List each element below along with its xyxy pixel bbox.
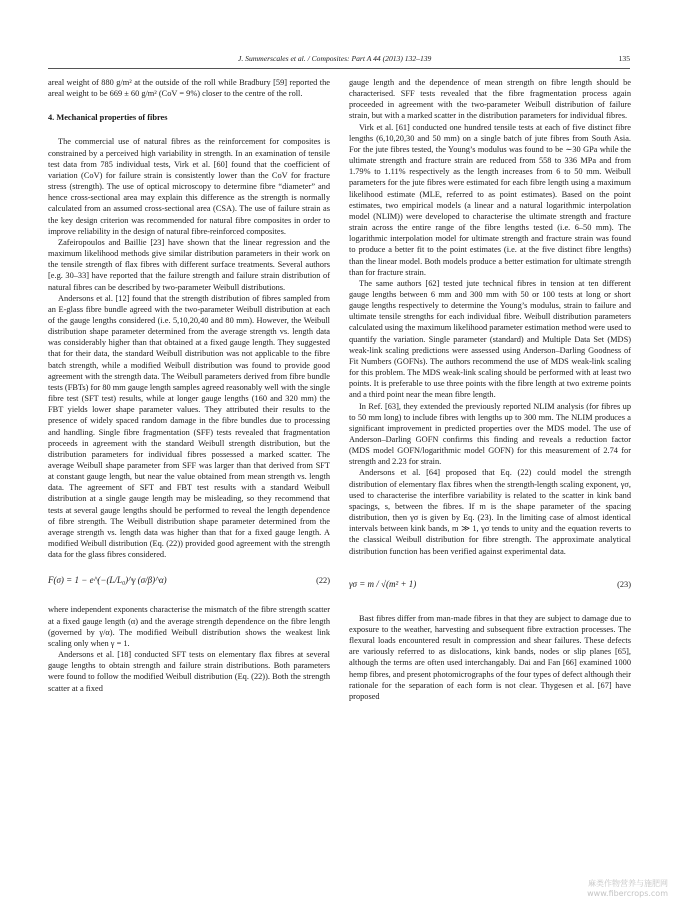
equation-22 <box>48 571 330 593</box>
left-column <box>48 77 330 694</box>
watermark-line: 麻类作物营养与施肥网 <box>588 879 668 888</box>
equation-formula: F(σ) = 1 − e^(−(L/L₀)^γ (σ/β)^α) <box>48 575 167 586</box>
page-number: 135 <box>618 54 630 63</box>
paragraph: Zafeiropoulos and Baillie [23] have shown that the linear regression and the maximum likelihood methods give similar distribution parameters in their work on the tensile strength of flax fibres with different surface treatments. Several authors [e.g. 30–33] have reported that the failure strength and failure strain distribution of natural fibres can be described by two-parameter Weibull distributions. <box>48 237 330 292</box>
paragraph: The commercial use of natural fibres as the reinforcement for composites is constrained by a perceived high variability in strength. In an examination of tensile test data from 785 individual tests, Virk et al. [60] found that the coefficient of variation (CoV) for failure strain is consistently lower than the CoV for fracture stress (strength). The use of optical microscopy to determine fibre “diameter” and hence cross-sectional area may explain this difference as the strength is normally calculated from an assumed cross-sectional area (CSA). The use of failure strain as the key design criterion was recommended for natural fibre composites in order to improve reliability in the design of natural fibre-reinforced composites. <box>48 137 330 236</box>
paragraph: The same authors [62] tested jute technical fibres in tension at ten different gauge lengths between 6 mm and 300 mm with 50 or 100 tests at long or short gauge lengths respectively to determine the Young’s modulus, strain to failure and ultimate tensile strengths for each individual fibre. Weibull distribution parameters calculated using the maximum likelihood parameter estimation method were used to quantify the variation. Single parameter (standard) and Multiple Data Set (MDS) weak-link scaling predictions were assessed using Anderson–Darling Goodness of Fit Numbers (GOFNs). The authors recommend the use of MDS weak-link scaling for this problem. The MDS weak-link scaling should be performed with at least two points. It is preferable to use three points with the fibre length at two extreme points and a third point near the mean fibre length. <box>349 278 631 400</box>
paragraph: Andersons et al. [12] found that the strength distribution of fibres sampled from an E-glass fibre bundle agreed with the two-parameter Weibull distribution at each of the gauge lengths considered (i.e. 5,10,20,40 and 80 mm). However, the Weibull distribution shape parameter determined from the average strength vs. length data was considerably higher than that obtained at a fixed gauge length. They suggested that for their data, the standard Weibull distribution was not applicable to the fibre batch strength, while a modified Weibull distribution was found to provide good agreement with the strength data. The Weibull parameters derived from fibre bundle tests (FBTs) for 80 mm gauge length samples agreed reasonably well with the single fibre test (SFT test) results, while at longer gauge lengths (160 and 320 mm) the FBT yields lower shape parameter values. They attributed their results to the presence of widely spaced random damage in the fibre bundles due to processing and handling. Single fibre fragmentation (SFF) tests revealed that fragmentation proceeds in agreement with the standard Weibull strength distribution, but the distribution parameters for individual fibres possessed a marked scatter. The average Weibull shape parameter from SFF was larger than that derived from SFT at constant gauge length, but near the value obtained from mean strength vs. length data. The agreement of SFT and FBT test results with a standard Weibull distribution at a single gauge length may be misleading, so they recommend that tests at several gauge lengths should be performed to reveal the length dependence of fibre strength. The Weibull distribution shape parameter determined from the average strength vs. length data was higher than that for a fixed gauge length. A modified Weibull distribution (Eq. (22)) provided good agreement with the strength data for the glass fibres considered. <box>48 293 330 560</box>
section-heading: 4. Mechanical properties of fibres <box>48 113 168 123</box>
header-rule <box>48 68 630 69</box>
journal-citation: J. Summerscales et al. / Composites: Part A 44 (2013) 132–139 <box>238 54 432 63</box>
paragraph: Virk et al. [61] conducted one hundred tensile tests at each of five distinct fibre lengths (6,10,20,30 and 50 mm) on a single batch of jute fibres from South Asia. For the jute fibres tested, the Young’s modulus was found to be ∼30 GPa while the ultimate strength and fracture strain are reduced from 558 to 336 MPa and from 1.79% to 1.11% respectively as the length increases from 6 to 50 mm. Weibull parameters for the jute fibres were estimated for each fibre length using a maximum likelihood estimate (MLE, referred to as point estimates). Based on the point estimates, two empirical models (a linear and a natural logarithmic interpolation model (NLIM)) were developed to characterise the ultimate strength and fracture strain across the entire range of the fibre lengths tested (i.e. 6–50 mm). The logarithmic interpolation model for ultimate strength and fracture strain was found to produce a better fit to the point estimates (i.e. at the five distinct fibre lengths) than the linear model. Both models produce a better estimation for ultimate strength than for fracture strain. <box>349 122 631 277</box>
paragraph: Andersons et al. [18] conducted SFT tests on elementary flax fibres at several gauge lengths to obtain strength and failure strain distributions. Both parameters were found to follow the modified Weibull distribution (Eq. (22)). Both the strength scatter at a fixed <box>48 650 330 693</box>
paragraph: where independent exponents characterise the mismatch of the fibre strength scatter at a fixed gauge length (α) and the average strength dependence on the fibre length (governed by γ/α). The modified Weibull distribution shows the weakest link scaling only when γ = 1. <box>48 605 330 648</box>
equation-number: (22) <box>316 576 330 586</box>
paragraph: areal weight of 880 g/m² at the outside of the roll while Bradbury [59] reported the areal weight to be 669 ± 60 g/m² (CoV = 9%) closer to the centre of the roll. <box>48 78 330 99</box>
paragraph: gauge length and the dependence of mean strength on fibre length should be characterised. SFF tests revealed that the fibre fragmentation process again proceeded in agreement with the two-parameter Weibull distribution of failure strain, but with a marked scatter in the distribution parameters for individual fibres. <box>349 78 631 121</box>
running-header <box>48 54 630 68</box>
equation-formula: γσ = m / √(m² + 1) <box>349 578 417 589</box>
watermark-line: www.fibercrops.com <box>587 889 668 898</box>
right-column <box>349 77 631 702</box>
paragraph: In Ref. [63], they extended the previously reported NLIM analysis (for fibres up to 50 mm long) to include fibres with lengths up to 300 mm. The NLIM produces a significant improvement in predicted properties over the MDS model. The use of Anderson–Darling GOFN confirms this finding and reveals a reduction factor (MDS model GOFN/logarithmic model GOFN) for this measurement of 2.74 for strength and 2.23 for strain. <box>349 401 631 467</box>
equation-23 <box>349 575 631 597</box>
equation-number: (23) <box>617 579 631 589</box>
paragraph: Bast fibres differ from man-made fibres in that they are subject to damage due to exposure to the weather, harvesting and subsequent fibre extraction processes. The flexural loads encountered result in compression and shear failures. These defects are variously referred to as dislocations, kink bands, nodes or slip planes [65], although the terms are often used interchangably. Dai and Fan [66] examined 1000 hemp fibres, and present photomicrographs of the four types of defect although their rationale for the separation of each form is not clear. Thygesen et al. [67] have proposed <box>349 613 631 701</box>
paragraph: Andersons et al. [64] proposed that Eq. (22) could model the strength distribution of elementary flax fibres when the strength-length scaling exponent, γσ, used to characterise the interfibre variability is related to the scatter in kink band spacings, s, between the fibres. If m is the shape parameter of the spacing distribution, then γσ is given by Eq. (23). In the limiting case of almost identical intervals between kink bands, m ≫ 1, γσ tends to unity and the equation reverts to the classical Weibull distribution for fibre strength. The approximate analytical distribution function has been verified against experimental data. <box>349 468 631 556</box>
watermark <box>587 879 668 899</box>
